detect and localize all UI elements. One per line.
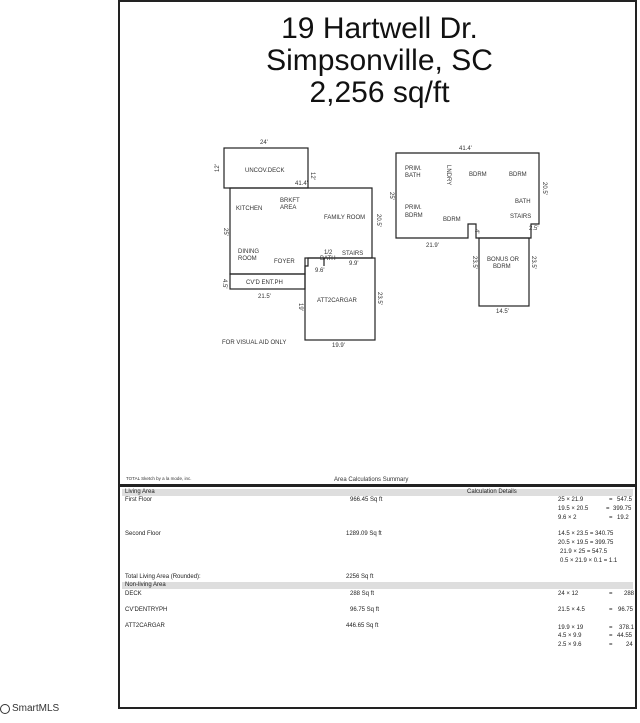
- second-floor-calc-4: 0.5 × 21.9 × 0.1 = 1.1: [560, 558, 618, 564]
- bonus-room-outline: [479, 238, 529, 306]
- second-floor-calc-row-2: [124, 540, 631, 548]
- living-area-header: [122, 489, 633, 496]
- area-label: AREA: [280, 205, 297, 211]
- first-floor-top-dim: 41.4': [295, 181, 308, 187]
- calc-result: 378.1: [619, 625, 635, 631]
- prim-bath-label: BATH: [405, 173, 421, 179]
- square-footage: 2,256 sq/ft: [309, 76, 450, 109]
- bath-label: BATH: [320, 256, 336, 262]
- second-stairs-label: STAIRS: [510, 214, 532, 220]
- area-calculations-table: [120, 487, 635, 707]
- non-living-label: DECK: [125, 591, 142, 597]
- calc-expr: 25 × 21.9: [558, 497, 584, 503]
- covered-entry-left-dim: 4.5': [221, 279, 227, 289]
- bonus-label-b: BDRM: [493, 264, 511, 270]
- area-summary-title: Area Calculations Summary: [334, 477, 409, 483]
- calc-eq: =: [606, 506, 610, 512]
- smartmls-logo-icon: [0, 704, 10, 714]
- covered-entry-label: CV'D ENT.PH: [246, 280, 283, 286]
- calc-result: 24: [626, 642, 633, 648]
- garage-calc-row-3: [124, 642, 631, 650]
- first-floor-calc-3: [124, 515, 631, 523]
- bonus-left-dim: 23.5': [471, 256, 477, 269]
- second-bath-label: BATH: [515, 199, 531, 205]
- second-floor-value: 1289.09 Sq ft: [346, 531, 382, 537]
- garage-left-dim: 19': [297, 303, 303, 311]
- stairs-label: STAIRS: [342, 251, 364, 257]
- first-floor-left-dim: 25': [222, 228, 228, 236]
- deck-top-dim: 24': [260, 140, 268, 146]
- calc-eq: =: [609, 633, 613, 639]
- dim-9-9: 9.9': [349, 261, 359, 267]
- floor-plan-sketch: [120, 2, 639, 484]
- calc-eq: =: [609, 591, 613, 597]
- calc-result: 44.55: [617, 633, 633, 639]
- dim-21-9: 21.9': [426, 243, 439, 249]
- calc-expr: 4.5 × 9.9: [558, 633, 582, 639]
- bedroom-1-label: BDRM: [469, 172, 487, 178]
- prim-label: PRIM.: [405, 166, 422, 172]
- foyer-label: FOYER: [274, 259, 295, 265]
- prim-bdrm-label-a: PRIM.: [405, 205, 422, 211]
- bonus-bottom-dim: 14.5': [496, 309, 509, 315]
- second-floor-left-dim: 25': [388, 192, 394, 200]
- non-living-label: ATT2CARGAR: [125, 623, 165, 629]
- second-floor-right-dim: 20.5': [541, 182, 547, 195]
- kitchen-label: KITCHEN: [236, 206, 263, 212]
- dim-21-5: 21.5': [258, 294, 271, 300]
- calc-expr: 2.5 × 9.6: [558, 642, 582, 648]
- calc-result: 399.75: [613, 506, 632, 512]
- second-floor-top-dim: 41.4': [459, 146, 472, 152]
- second-floor-calc-row-3: [124, 549, 631, 557]
- deck-left-dim: 12': [215, 164, 221, 172]
- second-floor-calc-row-4: [124, 558, 631, 566]
- floor-plan-document: [118, 0, 637, 709]
- dim-4: 4': [473, 229, 479, 234]
- room-label: ROOM: [238, 256, 257, 262]
- living-area-heading: Living Area: [125, 489, 155, 495]
- smartmls-watermark: [0, 703, 59, 714]
- bedroom-2-label: BDRM: [509, 172, 527, 178]
- non-living-heading: Non-living Area: [125, 582, 166, 588]
- second-floor-row: [124, 531, 631, 539]
- visual-aid-note: FOR VISUAL AID ONLY: [222, 340, 287, 346]
- family-room-label: FAMILY ROOM: [324, 215, 366, 221]
- bonus-label-a: BONUS OR: [487, 257, 520, 263]
- sketch-credit: TOTAL Sketch by a la mode, inc.: [126, 476, 192, 481]
- dining-label: DINING: [238, 249, 259, 255]
- first-floor-calc-1: [124, 497, 631, 505]
- dim-9-6: 9.6': [315, 268, 325, 274]
- calc-expr: 24 × 12: [558, 591, 579, 597]
- deck-label: UNCOV.DECK: [245, 168, 285, 174]
- dim-2-5: 2.5': [529, 226, 539, 232]
- non-living-header: [122, 582, 633, 589]
- floor-plan-drawing: [120, 2, 639, 484]
- garage-bottom-dim: 19.9': [332, 343, 345, 349]
- calc-expr: 9.6 × 2: [558, 515, 577, 521]
- calc-expr: 19.9 × 19: [558, 625, 584, 631]
- calc-expr: 19.5 × 20.5: [558, 506, 589, 512]
- garage-calc-row-2: [124, 633, 631, 641]
- bedroom-mid-label: BDRM: [443, 217, 461, 223]
- calc-result: 288: [624, 591, 635, 597]
- garage-row: [124, 623, 635, 631]
- calc-eq: =: [609, 642, 613, 648]
- calc-result: 547.5: [617, 497, 633, 503]
- non-living-value: 446.65 Sq ft: [346, 623, 379, 629]
- deck-row: [124, 591, 635, 599]
- non-living-label: CV'DENTRYPH: [125, 607, 168, 613]
- bonus-right-dim: 23.5': [530, 256, 536, 269]
- second-floor-label: Second Floor: [125, 531, 161, 537]
- calculation-details-heading: Calculation Details: [467, 489, 517, 495]
- first-floor-value: 966.45 Sq ft: [350, 497, 383, 503]
- first-floor-label: First Floor: [125, 497, 152, 503]
- garage-right-dim: 23.5': [376, 292, 382, 305]
- brkft-label: BRKFT: [280, 198, 300, 204]
- calc-eq: =: [609, 515, 613, 521]
- second-floor-calc-3: 21.9 × 25 = 547.5: [560, 549, 608, 555]
- total-living-value: 2256 Sq ft: [346, 574, 374, 580]
- calc-eq: =: [609, 607, 613, 613]
- calc-eq: =: [609, 625, 613, 631]
- total-living-label: Total Living Area (Rounded):: [125, 574, 201, 580]
- calc-expr: 21.5 × 4.5: [558, 607, 585, 613]
- half-bath-label: 1/2: [324, 250, 333, 256]
- non-living-value: 288 Sq ft: [350, 591, 375, 597]
- second-floor-calc-2: 20.5 × 19.5 = 399.75: [558, 540, 614, 546]
- calc-eq: =: [609, 497, 613, 503]
- first-floor-right-dim: 20.5': [375, 214, 381, 227]
- covered-entry-row: [124, 607, 634, 615]
- second-floor-calc-1: 14.5 × 23.5 = 340.75: [558, 531, 614, 537]
- city-line: Simpsonville, SC: [266, 44, 493, 77]
- first-floor-calc-2: [124, 506, 631, 514]
- address-line: 19 Hartwell Dr.: [281, 12, 478, 45]
- calc-result: 96.75: [618, 607, 634, 613]
- prim-bdrm-label-b: BDRM: [405, 213, 423, 219]
- laundry-label: LNDRY: [445, 165, 451, 186]
- total-living-row: [124, 574, 631, 582]
- smartmls-text: SmartMLS: [12, 703, 60, 714]
- calc-result: 19.2: [617, 515, 629, 521]
- deck-right-dim: 12': [309, 172, 315, 180]
- non-living-value: 96.75 Sq ft: [350, 607, 380, 613]
- garage-label: ATT2CARGAR: [317, 298, 357, 304]
